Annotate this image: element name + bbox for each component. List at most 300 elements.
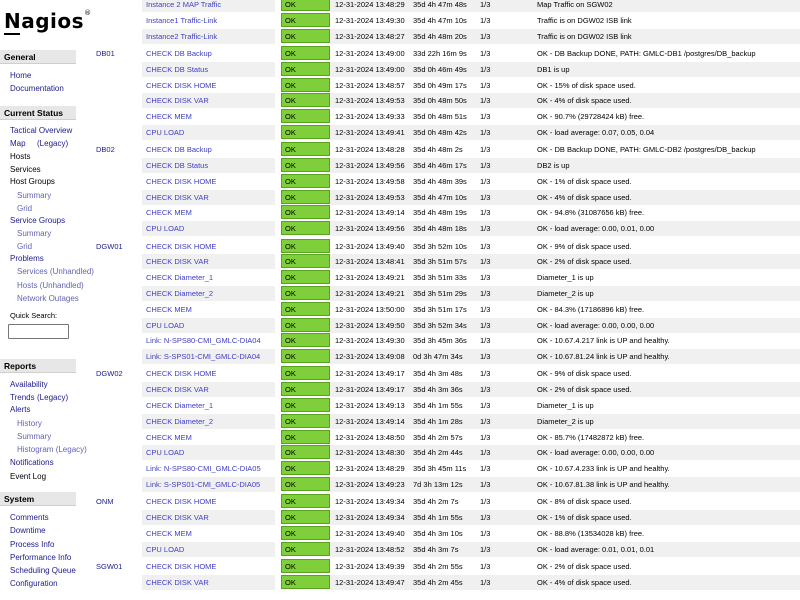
service-name-link[interactable]: CHECK Diameter_2: [142, 286, 275, 301]
attempt: 1/3: [480, 208, 491, 218]
nav-hosts[interactable]: Hosts: [10, 152, 31, 161]
host-name-link: [92, 526, 142, 541]
host-name-link: [92, 542, 142, 557]
status-badge: OK: [281, 125, 330, 139]
duration: 35d 0h 48m 50s: [413, 96, 467, 106]
duration: 35d 0h 48m 51s: [413, 112, 467, 122]
status-information: OK - 1% of disk space used.: [537, 513, 632, 523]
status-information: OK - 10.67.81.38 link is UP and healthy.: [537, 480, 670, 489]
section-current-status: Current Status: [0, 106, 76, 120]
table-row: [92, 526, 800, 541]
host-name-link: [92, 302, 142, 317]
nav-alerts-history[interactable]: History: [17, 419, 42, 428]
host-name-link[interactable]: DB02: [96, 145, 115, 155]
status-badge: OK: [281, 318, 330, 332]
nav-performance-info[interactable]: Performance Info: [10, 553, 72, 562]
nagios-logo[interactable]: [4, 9, 92, 33]
nav-histogram-legacy[interactable]: (Legacy): [55, 445, 87, 454]
last-check: 12-31-2024 13:49:53: [335, 96, 405, 106]
attempt: 1/3: [480, 464, 491, 474]
row-details: [330, 62, 800, 77]
host-name-link: [92, 13, 142, 28]
status-badge: OK: [281, 286, 330, 300]
section-system: System: [0, 492, 76, 506]
attempt: 1/3: [480, 48, 491, 58]
nav-map[interactable]: Map: [10, 139, 26, 148]
status-badge: OK: [281, 349, 330, 363]
nav-documentation[interactable]: Documentation: [10, 84, 64, 93]
service-name-link[interactable]: CHECK MEM: [142, 302, 275, 317]
service-name-link[interactable]: CPU LOAD: [142, 542, 275, 557]
table-row: [92, 286, 800, 301]
table-row: [92, 125, 800, 140]
status-information: OK - 10.67.4.217 link is UP and healthy.: [537, 336, 670, 346]
status-information: OK - 4% of disk space used.: [537, 96, 632, 106]
host-name-link: [92, 461, 142, 476]
duration: 35d 4h 47m 10s: [413, 15, 467, 25]
attempt: 1/3: [480, 352, 491, 362]
status-badge: OK: [281, 333, 330, 347]
nav-tactical-overview[interactable]: Tactical Overview: [10, 126, 73, 135]
service-name-link[interactable]: CHECK MEM: [142, 205, 275, 220]
host-name-link: [92, 333, 142, 348]
table-row: [92, 382, 800, 397]
quick-search-label: Quick Search:: [10, 311, 58, 320]
status-information: OK - DB Backup DONE, PATH: GMLC-DB1 /postgres/DB_backup: [537, 48, 756, 58]
row-details: [330, 302, 800, 317]
duration: 35d 4h 3m 10s: [413, 528, 463, 538]
row-details: [330, 494, 800, 509]
duration: 35d 4h 2m 55s: [413, 562, 463, 571]
table-row: [92, 318, 800, 333]
status-badge: OK: [281, 302, 330, 316]
last-check: 12-31-2024 13:48:27: [335, 31, 405, 41]
attempt: 1/3: [480, 544, 491, 554]
last-check: 12-31-2024 13:49:17: [335, 385, 405, 395]
row-details: [330, 0, 800, 12]
last-check: 12-31-2024 13:49:17: [335, 369, 405, 379]
service-name-link[interactable]: CHECK DISK HOME: [142, 559, 275, 574]
host-name-link[interactable]: DGW01: [96, 241, 123, 251]
status-badge: OK: [281, 414, 330, 428]
status-information: OK - 9% of disk space used.: [537, 369, 632, 379]
nav-alerts[interactable]: Alerts: [10, 405, 31, 414]
row-details: [330, 398, 800, 413]
sidebar: [0, 0, 94, 600]
table-row: [92, 494, 800, 509]
attempt: 1/3: [480, 416, 491, 426]
nav-configuration[interactable]: Configuration: [10, 579, 58, 588]
status-information: OK - 85.7% (17482872 kB) free.: [537, 432, 645, 442]
table-row: [92, 190, 800, 205]
duration: 35d 4h 48m 19s: [413, 208, 467, 218]
nav-servicegroup-grid[interactable]: Grid: [17, 242, 33, 251]
service-name-link[interactable]: CHECK DISK VAR: [142, 575, 275, 590]
nav-alerts-histogram[interactable]: [17, 445, 87, 454]
row-details: [330, 29, 800, 44]
duration: 35d 4h 1m 55s: [413, 401, 463, 410]
status-information: OK - 1% of disk space used.: [537, 176, 632, 186]
status-information: OK - load average: 0.00, 0.00, 0.00: [537, 320, 655, 330]
duration: 35d 0h 46m 49s: [413, 64, 467, 74]
attempt: 1/3: [480, 273, 491, 283]
host-name-link[interactable]: DB01: [96, 48, 115, 58]
host-name-link: [92, 318, 142, 333]
last-check: 12-31-2024 13:49:00: [335, 64, 405, 74]
last-check: 12-31-2024 13:49:21: [335, 288, 405, 298]
status-badge: OK: [281, 109, 330, 123]
service-name-link[interactable]: CHECK DB Status: [142, 62, 275, 77]
service-name-link[interactable]: CPU LOAD: [142, 125, 275, 140]
status-badge: OK: [281, 205, 330, 219]
last-check: 12-31-2024 13:48:57: [335, 80, 405, 90]
status-information: OK - 15% of disk space used.: [537, 80, 636, 90]
service-name-link[interactable]: CHECK DISK HOME: [142, 366, 275, 381]
logo-text: Nagios: [4, 9, 85, 33]
host-name-link: [92, 575, 142, 590]
row-details: [330, 221, 800, 236]
attempt: 1/3: [480, 432, 491, 442]
status-badge: OK: [281, 0, 330, 11]
nav-downtime[interactable]: Downtime: [10, 526, 46, 535]
status-badge: OK: [281, 510, 330, 524]
duration: 35d 0h 48m 42s: [413, 127, 467, 137]
status-badge: OK: [281, 254, 330, 268]
host-name-link: [92, 286, 142, 301]
service-name-link[interactable]: Link: N-SPS80-CMI_GMLC-DIA04: [142, 333, 275, 348]
table-row: [92, 239, 800, 254]
status-badge: OK: [281, 190, 330, 204]
row-details: [330, 239, 800, 254]
attempt: 1/3: [480, 112, 491, 122]
last-check: 12-31-2024 13:49:56: [335, 161, 405, 170]
host-name-link: [92, 78, 142, 93]
service-name-link[interactable]: Link: S-SPS01-CMI_GMLC-DIA05: [142, 477, 275, 492]
attempt: 1/3: [480, 369, 491, 379]
service-name-link[interactable]: CPU LOAD: [142, 318, 275, 333]
duration: 35d 4h 2m 44s: [413, 448, 463, 458]
status-information: OK - DB Backup DONE, PATH: GMLC-DB2 /postgres/DB_backup: [537, 145, 756, 155]
host-name-link: [92, 125, 142, 140]
row-details: [330, 270, 800, 285]
status-badge: OK: [281, 142, 330, 156]
table-row: [92, 158, 800, 173]
service-name-link[interactable]: CPU LOAD: [142, 221, 275, 236]
logo-underline: [4, 33, 20, 35]
attempt: 1/3: [480, 192, 491, 202]
duration: 35d 4h 48m 39s: [413, 176, 467, 186]
nav-hostgroup-grid[interactable]: Grid: [17, 204, 33, 213]
table-row: [92, 221, 800, 236]
duration: 35d 4h 48m 2s: [413, 145, 463, 155]
duration: 35d 3h 45m 36s: [413, 336, 467, 346]
duration: 35d 4h 47m 48s: [413, 0, 467, 9]
last-check: 12-31-2024 13:48:29: [335, 0, 405, 9]
service-name-link[interactable]: CHECK MEM: [142, 430, 275, 445]
status-information: Traffic is on DGW02 ISB link: [537, 31, 632, 41]
row-details: [330, 13, 800, 28]
service-name-link[interactable]: CHECK Diameter_1: [142, 398, 275, 413]
attempt: 1/3: [480, 304, 491, 314]
host-name-link: [92, 398, 142, 413]
status-information: Diameter_1 is up: [537, 273, 594, 283]
table-row: [92, 366, 800, 381]
status-badge: OK: [281, 29, 330, 43]
attempt: 1/3: [480, 127, 491, 137]
service-name-link[interactable]: CHECK DB Backup: [142, 46, 275, 61]
nav-problems-services-label: Services: [17, 267, 48, 276]
status-information: OK - load average: 0.00, 0.00, 0.00: [537, 448, 655, 458]
host-name-link: [92, 270, 142, 285]
status-badge: OK: [281, 270, 330, 284]
attempt: 1/3: [480, 31, 491, 41]
last-check: 12-31-2024 13:49:23: [335, 480, 405, 489]
status-badge: OK: [281, 174, 330, 188]
service-name-link[interactable]: CHECK Diameter_1: [142, 270, 275, 285]
last-check: 12-31-2024 13:49:41: [335, 127, 405, 137]
row-details: [330, 526, 800, 541]
nav-process-info[interactable]: Process Info: [10, 540, 55, 549]
status-information: Diameter_2 is up: [537, 416, 594, 426]
quick-search-input[interactable]: [8, 324, 69, 339]
row-details: [330, 190, 800, 205]
row-details: [330, 349, 800, 364]
nav-problems-services[interactable]: [17, 267, 94, 276]
duration: 35d 4h 2m 45s: [413, 577, 463, 587]
row-details: [330, 382, 800, 397]
row-details: [330, 559, 800, 574]
duration: 35d 3h 45m 11s: [413, 464, 467, 474]
host-name-link[interactable]: SGW01: [96, 562, 123, 571]
table-row: [92, 510, 800, 525]
table-row: [92, 29, 800, 44]
duration: 35d 4h 46m 17s: [413, 161, 467, 170]
row-details: [330, 575, 800, 590]
nav-home[interactable]: Home: [10, 71, 32, 80]
nav-map-legacy[interactable]: (Legacy): [37, 139, 69, 148]
table-row: [92, 205, 800, 220]
status-information: OK - 88.8% (13534028 kB) free.: [537, 528, 645, 538]
status-badge: OK: [281, 477, 330, 491]
attempt: 1/3: [480, 15, 491, 25]
host-name-link: [92, 414, 142, 429]
service-name-link[interactable]: CHECK DISK HOME: [142, 174, 275, 189]
duration: 35d 4h 3m 48s: [413, 369, 463, 379]
row-details: [330, 174, 800, 189]
attempt: 1/3: [480, 320, 491, 330]
last-check: 12-31-2024 13:48:50: [335, 432, 405, 442]
table-row: [92, 78, 800, 93]
row-details: [330, 125, 800, 140]
last-check: 12-31-2024 13:49:30: [335, 15, 405, 25]
nav-problems-services-unhandled[interactable]: (Unhandled): [49, 267, 94, 276]
nav-problems-hosts[interactable]: [17, 281, 84, 290]
service-name-link[interactable]: CHECK DISK VAR: [142, 254, 275, 269]
attempt: 1/3: [480, 241, 491, 251]
duration: 35d 4h 48m 18s: [413, 224, 467, 234]
status-information: OK - 2% of disk space used.: [537, 562, 632, 571]
nav-comments[interactable]: Comments: [10, 513, 49, 522]
attempt: 1/3: [480, 401, 491, 410]
service-name-link[interactable]: Link: N-SPS80-CMI_GMLC-DIA05: [142, 461, 275, 476]
table-row: [92, 559, 800, 574]
last-check: 12-31-2024 13:49:34: [335, 513, 405, 523]
nav-hostgroup-summary[interactable]: Summary: [17, 191, 52, 200]
last-check: 12-31-2024 13:48:41: [335, 257, 405, 267]
row-details: [330, 286, 800, 301]
status-information: DB1 is up: [537, 64, 570, 74]
nav-availability[interactable]: Availability: [10, 380, 48, 389]
nav-problems[interactable]: Problems: [10, 254, 44, 263]
service-name-link[interactable]: CHECK MEM: [142, 526, 275, 541]
status-badge: OK: [281, 445, 330, 459]
last-check: 12-31-2024 13:48:29: [335, 464, 405, 474]
host-name-link[interactable]: ONM: [96, 497, 114, 507]
attempt: 1/3: [480, 577, 491, 587]
status-information: OK - 2% of disk space used.: [537, 385, 632, 395]
host-name-link: [92, 510, 142, 525]
nav-trends[interactable]: Trends: [10, 393, 35, 402]
last-check: 12-31-2024 13:49:14: [335, 416, 405, 426]
host-name-link: [92, 0, 142, 12]
host-name-link: [92, 93, 142, 108]
status-badge: OK: [281, 221, 330, 235]
registered-mark: ®: [84, 9, 92, 17]
attempt: 1/3: [480, 145, 491, 155]
row-details: [330, 205, 800, 220]
nav-host-groups[interactable]: Host Groups: [10, 177, 55, 186]
status-information: OK - 8% of disk space used.: [537, 497, 632, 507]
nav-trends-legacy[interactable]: (Legacy): [37, 393, 69, 402]
table-row: [92, 142, 800, 157]
service-name-link[interactable]: CPU LOAD: [142, 445, 275, 460]
service-name-link[interactable]: CHECK DISK VAR: [142, 93, 275, 108]
host-name-link: [92, 62, 142, 77]
status-badge: OK: [281, 542, 330, 556]
service-name-link[interactable]: CHECK DB Status: [142, 158, 275, 173]
status-information: Traffic is on DGW02 ISB link: [537, 15, 632, 25]
status-badge: OK: [281, 366, 330, 380]
status-information: OK - 94.8% (31087656 kB) free.: [537, 208, 645, 218]
section-general: General: [0, 50, 76, 64]
last-check: 12-31-2024 13:50:00: [335, 304, 405, 314]
table-row: [92, 0, 800, 12]
status-badge: OK: [281, 62, 330, 76]
service-name-link[interactable]: Instance2 Traffic-Link: [142, 29, 275, 44]
host-name-link: [92, 109, 142, 124]
service-name-link[interactable]: CHECK DISK HOME: [142, 239, 275, 254]
status-information: OK - 2% of disk space used.: [537, 257, 632, 267]
duration: 35d 4h 48m 20s: [413, 31, 467, 41]
nav-service-groups[interactable]: Service Groups: [10, 216, 66, 225]
service-name-link[interactable]: Link: S-SPS01-CMI_GMLC-DIA04: [142, 349, 275, 364]
row-details: [330, 510, 800, 525]
service-name-link[interactable]: CHECK DISK HOME: [142, 494, 275, 509]
last-check: 12-31-2024 13:49:47: [335, 577, 405, 587]
nav-network-outages[interactable]: Network Outages: [17, 294, 79, 303]
nav-services[interactable]: Services: [10, 165, 41, 174]
service-name-link[interactable]: CHECK MEM: [142, 109, 275, 124]
duration: 7d 3h 13m 12s: [413, 480, 463, 489]
service-name-link[interactable]: CHECK DB Backup: [142, 142, 275, 157]
nav-event-log[interactable]: Event Log: [10, 472, 47, 481]
nav-servicegroup-summary[interactable]: Summary: [17, 229, 52, 238]
duration: 35d 3h 51m 17s: [413, 304, 467, 314]
last-check: 12-31-2024 13:48:30: [335, 448, 405, 458]
table-row: [92, 62, 800, 77]
row-details: [330, 445, 800, 460]
service-name-link[interactable]: Instance1 Traffic-Link: [142, 13, 275, 28]
status-badge: OK: [281, 575, 330, 589]
host-name-link: [92, 29, 142, 44]
attempt: 1/3: [480, 80, 491, 90]
last-check: 12-31-2024 13:49:14: [335, 208, 405, 218]
status-badge: OK: [281, 93, 330, 107]
duration: 35d 4h 2m 7s: [413, 497, 459, 507]
host-name-link: [92, 445, 142, 460]
status-information: OK - 4% of disk space used.: [537, 577, 632, 587]
status-badge: OK: [281, 559, 330, 573]
table-row: [92, 13, 800, 28]
status-badge: OK: [281, 398, 330, 412]
nav-notifications[interactable]: Notifications: [10, 458, 54, 467]
attempt: 1/3: [480, 96, 491, 106]
service-name-link[interactable]: CHECK DISK HOME: [142, 78, 275, 93]
row-details: [330, 461, 800, 476]
table-row: [92, 46, 800, 61]
nav-problems-hosts-unhandled[interactable]: (Unhandled): [39, 281, 84, 290]
last-check: 12-31-2024 13:48:52: [335, 544, 405, 554]
table-row: [92, 542, 800, 557]
last-check: 12-31-2024 13:49:21: [335, 273, 405, 283]
duration: 35d 4h 1m 28s: [413, 416, 463, 426]
nav-scheduling-queue[interactable]: Scheduling Queue: [10, 566, 76, 575]
table-row: [92, 333, 800, 348]
host-name-link: [92, 205, 142, 220]
service-name-link[interactable]: CHECK DISK VAR: [142, 190, 275, 205]
attempt: 1/3: [480, 64, 491, 74]
row-details: [330, 46, 800, 61]
duration: 0d 3h 47m 34s: [413, 352, 463, 362]
nav-alerts-summary[interactable]: Summary: [17, 432, 52, 441]
service-name-link[interactable]: CHECK DISK VAR: [142, 510, 275, 525]
service-name-link[interactable]: CHECK Diameter_2: [142, 414, 275, 429]
table-row: [92, 270, 800, 285]
row-details: [330, 333, 800, 348]
row-details: [330, 414, 800, 429]
service-name-link[interactable]: CHECK DISK VAR: [142, 382, 275, 397]
row-details: [330, 254, 800, 269]
host-name-link[interactable]: DGW02: [96, 369, 123, 379]
status-information: OK - load average: 0.01, 0.01, 0.01: [537, 544, 655, 554]
last-check: 12-31-2024 13:49:58: [335, 176, 405, 186]
attempt: 1/3: [480, 497, 491, 507]
table-row: [92, 93, 800, 108]
row-details: [330, 318, 800, 333]
host-name-link: [92, 254, 142, 269]
table-row: [92, 445, 800, 460]
duration: 35d 3h 52m 10s: [413, 241, 467, 251]
section-reports: Reports: [0, 359, 76, 373]
duration: 35d 3h 51m 29s: [413, 288, 467, 298]
status-information: OK - load average: 0.00, 0.01, 0.00: [537, 224, 655, 234]
attempt: 1/3: [480, 336, 491, 346]
status-badge: OK: [281, 78, 330, 92]
service-name-link[interactable]: Instance 2 MAP Traffic: [142, 0, 275, 12]
attempt: 1/3: [480, 176, 491, 186]
host-name-link: [92, 349, 142, 364]
status-badge: OK: [281, 13, 330, 27]
